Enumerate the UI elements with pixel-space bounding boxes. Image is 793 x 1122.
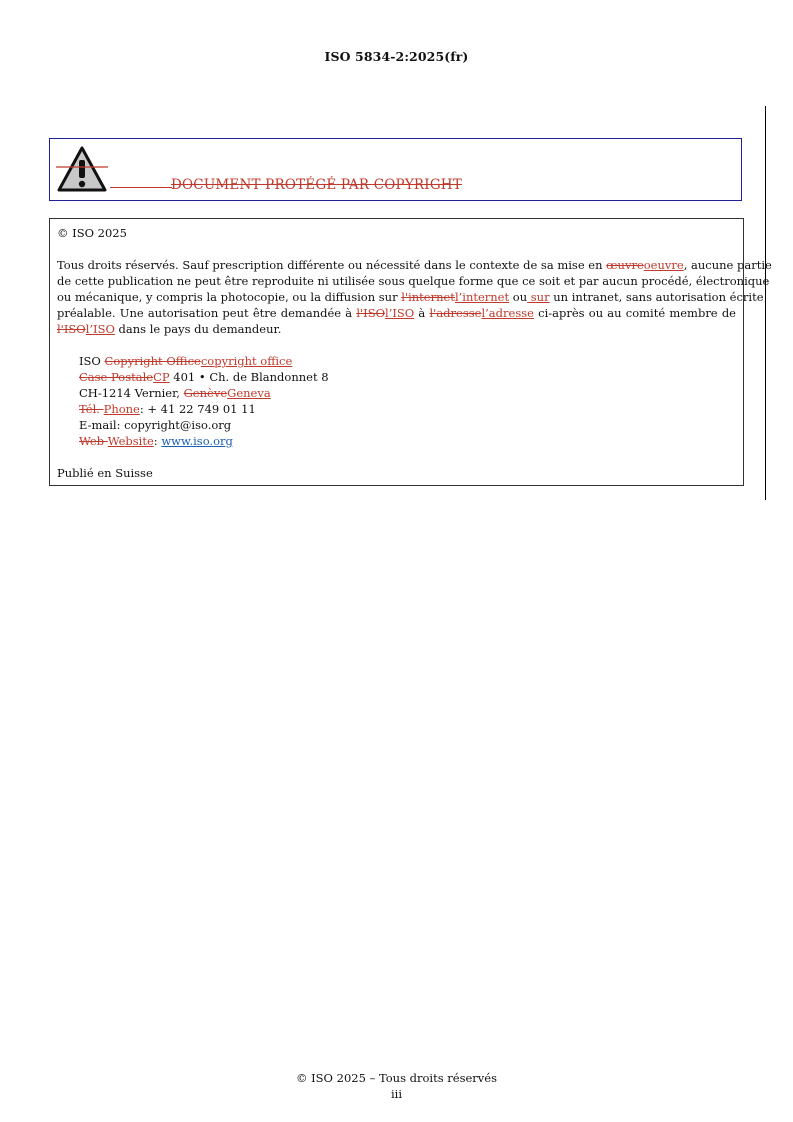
deleted-text: Tél. bbox=[79, 402, 104, 416]
footer-copyright: © ISO 2025 – Tous droits réservés bbox=[295, 1071, 497, 1085]
inserted-text: CP bbox=[153, 370, 170, 384]
address-line-1 bbox=[79, 353, 292, 369]
text-span: ISO bbox=[79, 354, 105, 368]
address-line-4 bbox=[79, 401, 256, 417]
inserted-text: copyright office bbox=[200, 354, 293, 368]
document-header: ISO 5834-2:2025(fr) bbox=[324, 49, 469, 64]
deleted-text: l'ISO bbox=[356, 306, 386, 320]
inserted-text: sur bbox=[527, 290, 550, 304]
inserted-text: Phone bbox=[103, 402, 140, 416]
address-line-3 bbox=[79, 385, 271, 401]
copyright-line: © ISO 2025 bbox=[57, 226, 127, 240]
paragraph-line-2 bbox=[57, 273, 770, 289]
page-number: iii bbox=[390, 1087, 403, 1101]
text-span: un intranet, sans autorisation écrite bbox=[549, 290, 764, 304]
text-span: CH-1214 Vernier, bbox=[79, 386, 184, 400]
paragraph-line-4 bbox=[57, 305, 736, 321]
deleted-text: Case Postale bbox=[79, 370, 154, 384]
deleted-text: l'internet bbox=[401, 290, 455, 304]
deleted-text: l'adresse bbox=[429, 306, 482, 320]
address-line-2 bbox=[79, 369, 329, 385]
change-bar bbox=[765, 106, 766, 500]
inserted-text: l’ISO bbox=[85, 322, 115, 336]
warning-title: DOCUMENT PROTÉGÉ PAR COPYRIGHT bbox=[171, 177, 462, 193]
text-span: Tous droits réservés. Sauf prescription différente ou nécessité dans le contexte de sa mise en bbox=[57, 258, 607, 272]
text-span: : bbox=[153, 434, 162, 448]
text-span: ou bbox=[509, 290, 528, 304]
paragraph-line-3 bbox=[57, 289, 764, 305]
text-span: ci-après ou au comité membre de bbox=[533, 306, 736, 320]
text-span: de cette publication ne peut être reproduite ni utilisée sous quelque forme que ce soit et par aucun procédé, électronique bbox=[57, 274, 770, 288]
text-span: : + 41 22 749 01 11 bbox=[139, 402, 256, 416]
deleted-text: Genève bbox=[183, 386, 228, 400]
inserted-text: l’adresse bbox=[481, 306, 534, 320]
address-line-6 bbox=[79, 433, 233, 449]
address-line-5: E-mail: copyright@iso.org bbox=[79, 418, 232, 432]
text-span: ou mécanique, y compris la photocopie, ou la diffusion sur bbox=[57, 290, 402, 304]
text-span: , aucune partie bbox=[683, 258, 772, 272]
inserted-text: l’ISO bbox=[385, 306, 415, 320]
published-in: Publié en Suisse bbox=[57, 466, 153, 480]
deleted-text: Copyright Office bbox=[104, 354, 201, 368]
deleted-text: œuvre bbox=[606, 258, 644, 272]
inserted-text: Geneva bbox=[227, 386, 271, 400]
warning-triangle-icon bbox=[56, 145, 108, 193]
text-span: dans le pays du demandeur. bbox=[114, 322, 282, 336]
rights-paragraph bbox=[57, 257, 772, 337]
text-span: 401 • Ch. de Blandonnet 8 bbox=[169, 370, 329, 384]
paragraph-line-5 bbox=[57, 321, 736, 337]
warning-deleted-line bbox=[110, 187, 172, 188]
text-span: préalable. Une autorisation peut être demandée à bbox=[57, 306, 357, 320]
deleted-text: l'ISO bbox=[57, 322, 86, 336]
inserted-text: Website bbox=[107, 434, 154, 448]
inserted-text: l’internet bbox=[454, 290, 510, 304]
inserted-text: oeuvre bbox=[643, 258, 684, 272]
deleted-text: Web bbox=[79, 434, 108, 448]
website-link[interactable]: www.iso.org bbox=[161, 434, 233, 448]
text-span: à bbox=[414, 306, 430, 320]
paragraph-line-1 bbox=[57, 257, 772, 273]
